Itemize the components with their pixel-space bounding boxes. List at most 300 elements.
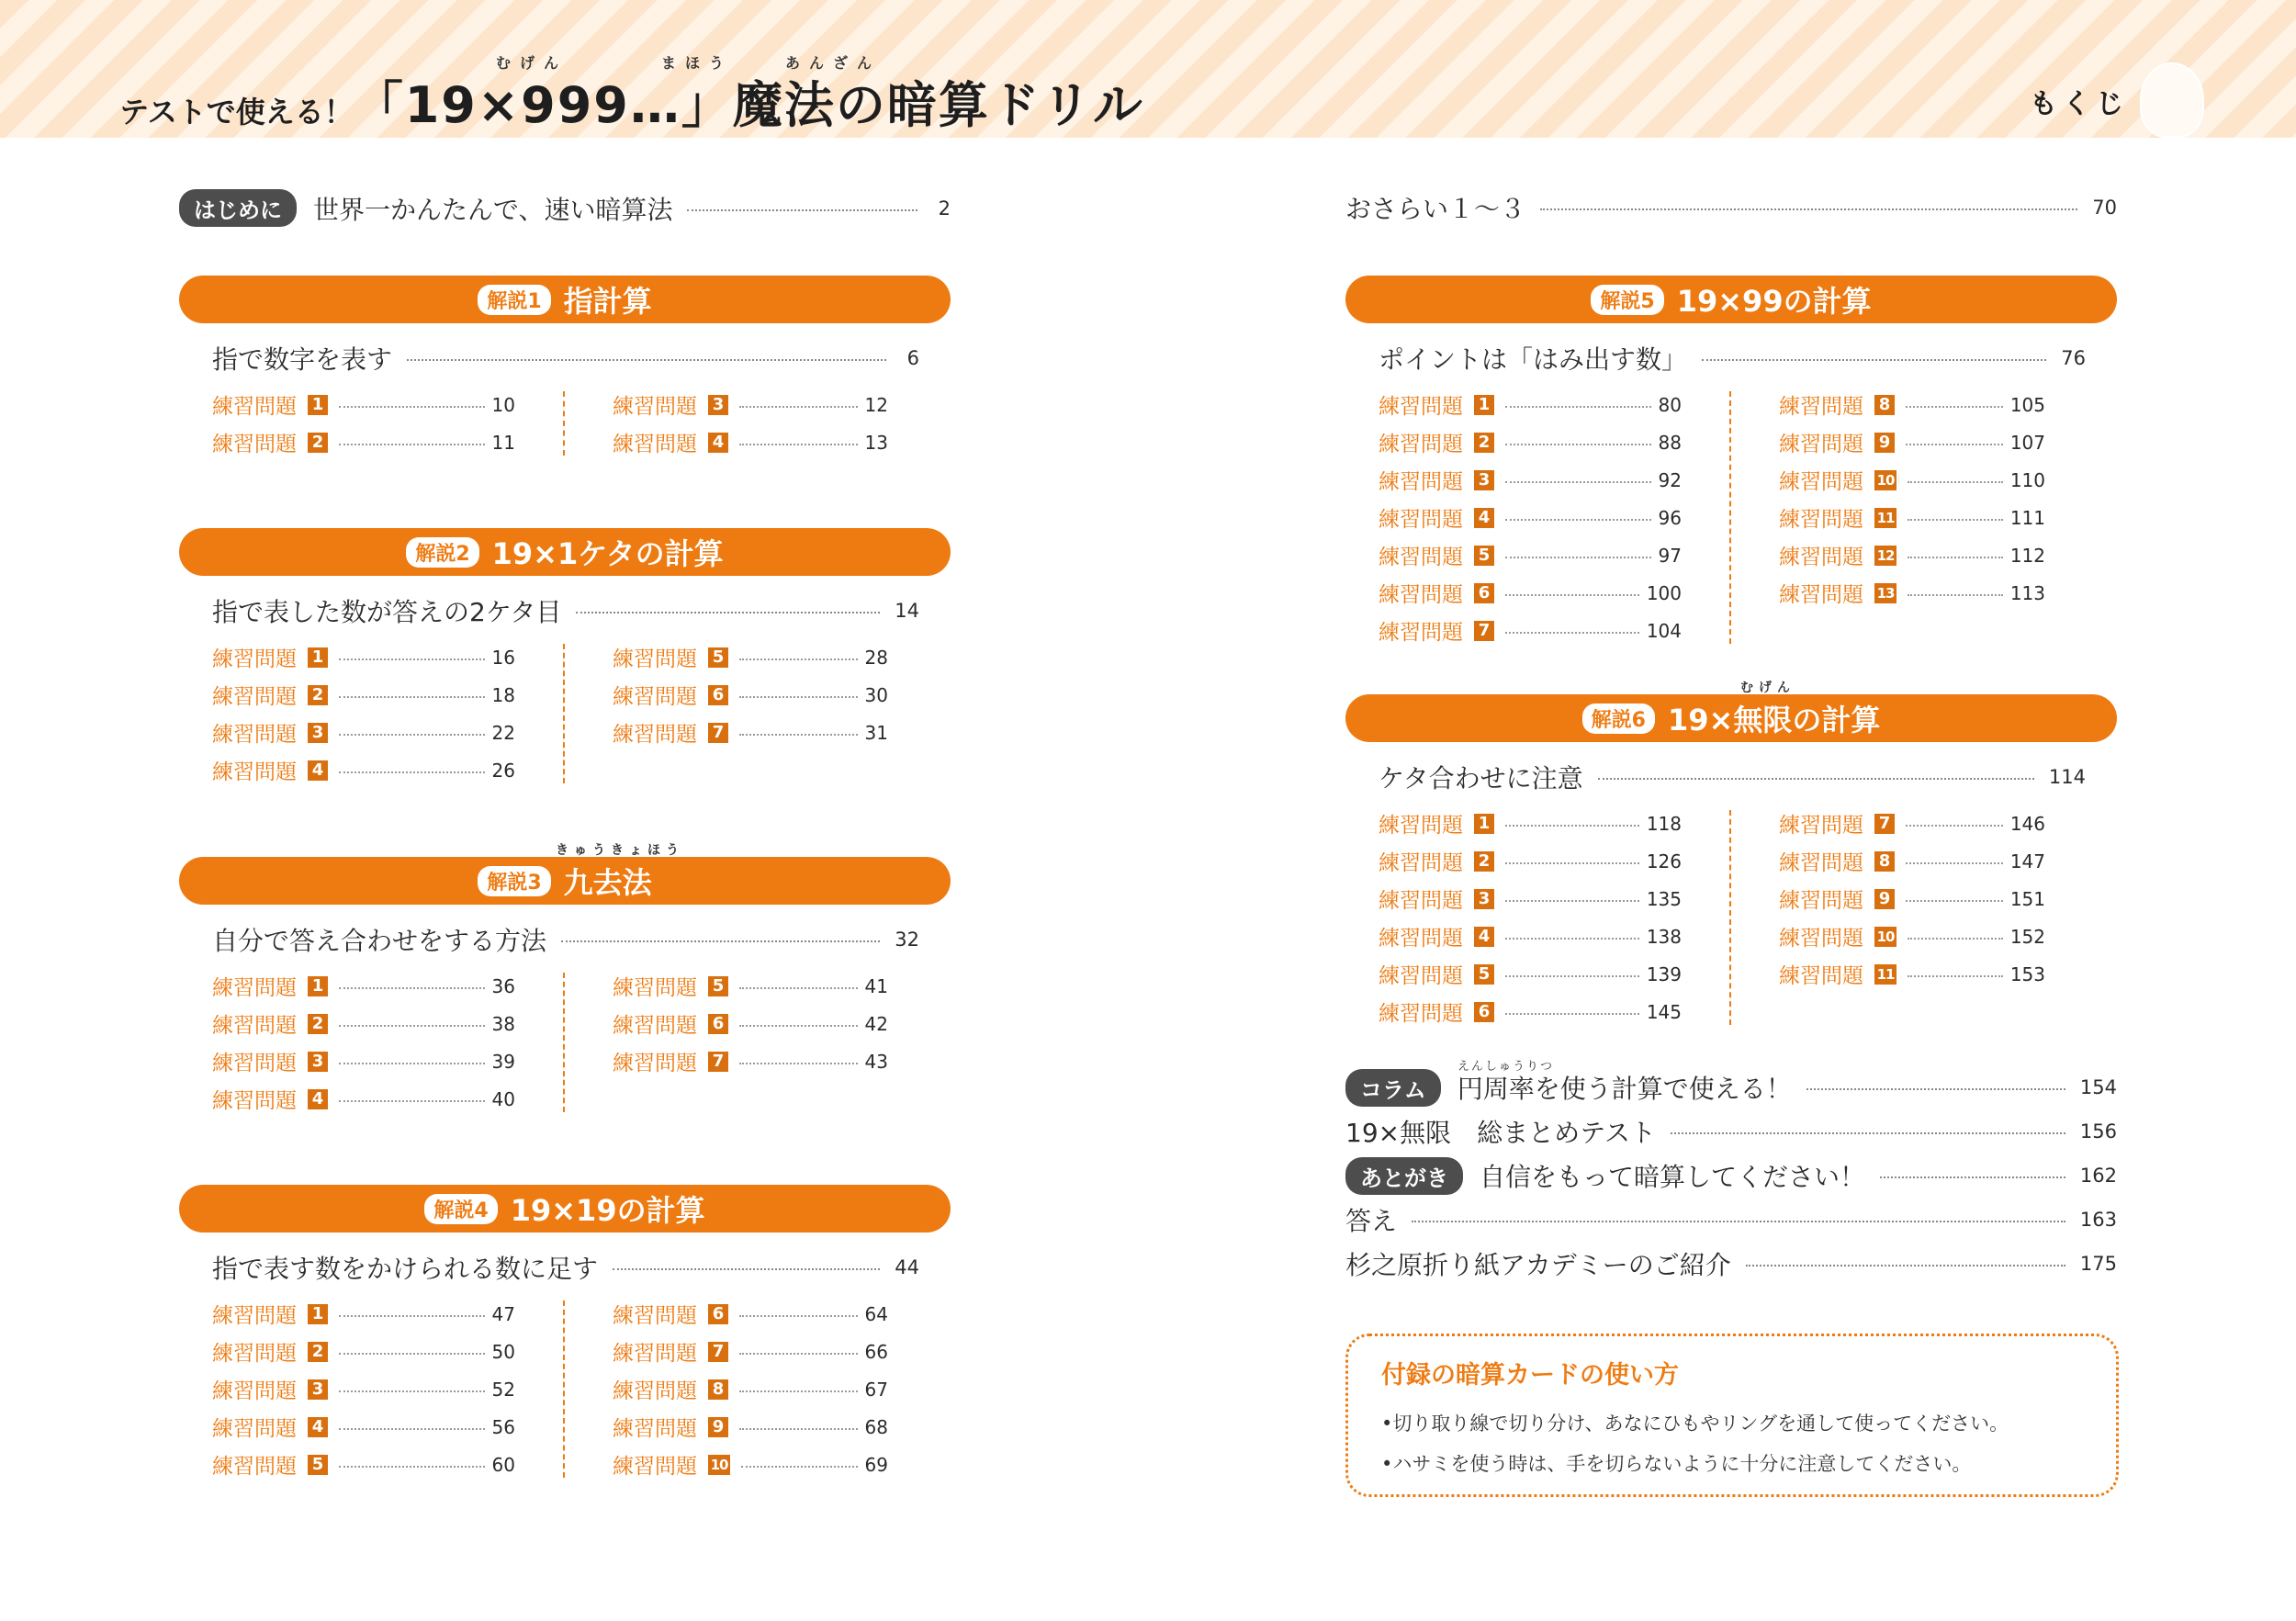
misc-title: 円周率を使う計算で使える！	[1457, 1074, 1792, 1104]
leader-dots	[339, 1353, 485, 1355]
practice-entry[interactable]	[613, 1446, 888, 1483]
practice-entry[interactable]	[1379, 842, 1682, 880]
practice-number-badge: 1	[1474, 814, 1494, 834]
practice-entry[interactable]	[613, 1005, 888, 1042]
practice-number-badge: 6	[1474, 1002, 1494, 1022]
leader-dots	[1908, 938, 2003, 940]
practice-number-badge: 6	[708, 685, 728, 705]
practice-page: 151	[2009, 887, 2045, 910]
leader-dots	[339, 1390, 485, 1392]
practice-number-badge: 5	[308, 1455, 328, 1475]
practice-entry[interactable]	[613, 1333, 888, 1370]
practice-page: 139	[1646, 962, 1682, 985]
misc-tag: あとがき	[1345, 1157, 1463, 1195]
practice-label: 練習問題	[1379, 1002, 1463, 1026]
lead-page: 6	[906, 347, 919, 369]
leader-dots	[1908, 594, 2003, 596]
practice-number-badge: 4	[1474, 508, 1494, 528]
section-title: 19×19の計算	[510, 1193, 705, 1228]
practice-label: 練習問題	[1379, 927, 1463, 951]
book-title-main: 「19×999…」魔法の暗算ドリル	[353, 76, 1144, 134]
practice-label: 練習問題	[212, 1052, 297, 1075]
practice-page: 66	[864, 1340, 888, 1363]
misc-page: 156	[2079, 1120, 2117, 1143]
practice-entry[interactable]	[1379, 536, 1682, 574]
leader-dots	[687, 209, 917, 211]
leader-dots	[339, 444, 485, 445]
section-header-bar	[179, 1185, 951, 1233]
practice-label: 練習問題	[1779, 851, 1863, 875]
leader-dots	[1908, 481, 2003, 483]
column-divider	[563, 391, 565, 456]
lead-entry[interactable]	[212, 340, 919, 377]
leader-dots	[739, 696, 858, 698]
leader-dots	[1906, 862, 2003, 864]
practice-number-badge: 8	[1874, 851, 1895, 872]
leader-dots	[339, 659, 485, 660]
leader-dots	[339, 1466, 485, 1468]
lead-entry[interactable]	[212, 921, 919, 958]
practice-entry[interactable]	[613, 1370, 888, 1408]
practice-page: 11	[491, 431, 515, 454]
practice-column	[212, 638, 515, 789]
practice-label: 練習問題	[1379, 889, 1463, 913]
practice-label: 練習問題	[1379, 814, 1463, 838]
section-tag: 解説6	[1582, 704, 1655, 734]
practice-grid	[1379, 386, 2117, 649]
practice-label: 練習問題	[613, 1455, 697, 1479]
section-title: 九去法	[563, 865, 652, 900]
practice-number-badge: 4	[308, 1417, 328, 1437]
section-3	[179, 843, 951, 1118]
practice-entry[interactable]	[1779, 536, 2045, 574]
leader-dots	[339, 406, 485, 408]
leader-dots	[339, 1315, 485, 1317]
leader-dots	[1412, 1221, 2065, 1222]
leader-dots	[1702, 359, 2046, 361]
practice-entry[interactable]	[212, 386, 515, 423]
practice-page: 147	[2009, 850, 2045, 872]
misc-title: 19×無限 総まとめテスト	[1345, 1118, 1656, 1148]
lead-page: 14	[895, 600, 919, 622]
practice-number-badge: 1	[308, 395, 328, 415]
leader-dots	[339, 734, 485, 736]
practice-number-badge: 8	[1874, 395, 1895, 415]
osarai-row[interactable]	[1345, 189, 2117, 226]
practice-page: 26	[491, 759, 515, 782]
practice-label: 練習問題	[1779, 927, 1863, 951]
practice-label: 練習問題	[212, 685, 297, 709]
practice-number-badge: 5	[1474, 964, 1494, 985]
misc-title: 自信をもって暗算してください！	[1480, 1162, 1866, 1192]
practice-entry[interactable]	[1379, 574, 1682, 612]
osarai-page: 70	[2092, 197, 2117, 219]
leader-dots	[339, 696, 485, 698]
leader-dots	[1505, 481, 1651, 483]
column-divider	[563, 644, 565, 783]
lead-entry[interactable]	[1379, 759, 2086, 795]
practice-entry[interactable]	[613, 638, 888, 676]
section-tag: 解説3	[478, 866, 550, 896]
leader-dots	[613, 1268, 880, 1270]
lead-entry[interactable]	[212, 592, 919, 629]
misc-title: 杉之原折り紙アカデミーのご紹介	[1345, 1250, 1731, 1280]
practice-entry[interactable]	[212, 1005, 515, 1042]
practice-number-badge: 2	[308, 1014, 328, 1034]
misc-page: 154	[2079, 1076, 2117, 1098]
practice-entry[interactable]	[1379, 386, 1682, 423]
practice-label: 練習問題	[212, 723, 297, 747]
practice-number-badge: 9	[1874, 889, 1895, 909]
practice-entry[interactable]	[1779, 386, 2045, 423]
practice-page: 42	[864, 1012, 888, 1035]
practice-number-badge: 7	[708, 1342, 728, 1362]
practice-label: 練習問題	[613, 1417, 697, 1441]
section-header-bar	[1345, 681, 2117, 742]
osarai-title: おさらい１〜３	[1345, 194, 1526, 224]
lead-page: 32	[895, 929, 919, 951]
practice-label: 練習問題	[1379, 546, 1463, 569]
practice-label: 練習問題	[212, 1342, 297, 1366]
ruby-mugen: むげん	[496, 54, 568, 72]
practice-page: 105	[2009, 393, 2045, 416]
leader-dots	[1906, 900, 2003, 902]
lead-entry[interactable]	[212, 1249, 919, 1286]
practice-number-badge: 7	[708, 723, 728, 743]
practice-entry[interactable]	[1779, 805, 2045, 842]
misc-list	[1345, 1060, 2117, 1286]
leader-dots	[1505, 1013, 1639, 1015]
practice-grid	[212, 386, 951, 461]
practice-label: 練習問題	[613, 1014, 697, 1038]
practice-number-badge: 12	[1874, 546, 1896, 566]
practice-label: 練習問題	[212, 1379, 297, 1403]
leader-dots	[1598, 778, 2034, 780]
practice-entry[interactable]	[1779, 955, 2045, 993]
lead-page: 114	[2048, 766, 2086, 788]
section-header-bar	[179, 276, 951, 323]
practice-page: 96	[1658, 506, 1682, 529]
section-title-ruby: むげん	[1740, 681, 1795, 695]
practice-entry[interactable]	[1779, 574, 2045, 612]
misc-page: 175	[2079, 1253, 2117, 1275]
practice-entry[interactable]	[613, 386, 888, 423]
practice-page: 10	[491, 393, 515, 416]
practice-label: 練習問題	[212, 1417, 297, 1441]
intro-title: 世界一かんたんで、速い暗算法	[313, 194, 673, 225]
section-title-ruby: きゅうきょほう	[556, 843, 684, 858]
practice-number-badge: 7	[708, 1052, 728, 1072]
practice-number-badge: 2	[308, 685, 328, 705]
practice-entry[interactable]	[212, 967, 515, 1005]
ruby-anzan: あんざん	[785, 54, 882, 72]
leader-dots	[741, 1466, 858, 1468]
lead-title: 指で表す数をかけられる数に足す	[212, 1254, 599, 1284]
appendix-card-note	[1345, 1334, 2119, 1497]
practice-entry[interactable]	[613, 676, 888, 714]
section-title: 19×99の計算	[1676, 284, 1872, 319]
practice-entry[interactable]	[1779, 842, 2045, 880]
practice-number-badge: 11	[1874, 964, 1896, 985]
practice-entry[interactable]	[1379, 612, 1682, 649]
practice-entry[interactable]	[212, 1446, 515, 1483]
practice-column	[613, 386, 888, 461]
practice-number-badge: 5	[1474, 546, 1494, 566]
leader-dots	[339, 987, 485, 989]
practice-number-badge: 1	[308, 976, 328, 996]
misc-entry[interactable]	[1345, 1109, 2117, 1154]
practice-number-badge: 8	[708, 1379, 728, 1400]
leader-dots	[1505, 825, 1639, 827]
practice-entry[interactable]	[613, 1042, 888, 1080]
practice-page: 52	[491, 1378, 515, 1401]
leader-dots	[1505, 444, 1651, 445]
lead-title: 指で数字を表す	[212, 344, 393, 375]
practice-entry[interactable]	[1379, 461, 1682, 499]
practice-entry[interactable]	[1779, 880, 2045, 917]
practice-entry[interactable]	[212, 1295, 515, 1333]
practice-number-badge: 9	[1874, 433, 1895, 453]
practice-label: 練習問題	[212, 1089, 297, 1113]
practice-number-badge: 13	[1874, 583, 1896, 603]
practice-label: 練習問題	[1379, 433, 1463, 456]
practice-number-badge: 11	[1874, 508, 1896, 528]
practice-number-badge: 4	[708, 433, 728, 453]
practice-page: 47	[491, 1302, 515, 1325]
lead-title: 指で表した数が答えの2ケタ目	[212, 597, 562, 627]
practice-number-badge: 10	[1874, 470, 1896, 490]
practice-page: 36	[491, 974, 515, 997]
practice-grid	[212, 1295, 951, 1483]
leader-dots	[561, 940, 880, 942]
note-item: •切り取り線で切り分け、あなにひもやリングを通して使ってください。	[1381, 1413, 2009, 1435]
section-tag: 解説5	[1591, 285, 1663, 315]
section-header-bar	[179, 843, 951, 905]
practice-entry[interactable]	[613, 423, 888, 461]
misc-entry[interactable]	[1345, 1154, 2117, 1198]
section-6	[1345, 681, 2117, 1030]
practice-page: 50	[491, 1340, 515, 1363]
ruby-mahou: まほう	[661, 54, 734, 72]
practice-entry[interactable]	[1779, 461, 2045, 499]
column-divider	[1729, 810, 1731, 1025]
leader-dots	[1806, 1088, 2065, 1090]
practice-entry[interactable]	[212, 1408, 515, 1446]
practice-page: 112	[2009, 544, 2045, 567]
practice-entry[interactable]	[212, 1333, 515, 1370]
practice-number-badge: 10	[708, 1455, 730, 1475]
leader-dots	[739, 1025, 858, 1027]
leader-dots	[339, 1025, 485, 1027]
practice-page: 30	[864, 683, 888, 706]
practice-entry[interactable]	[1379, 423, 1682, 461]
practice-entry[interactable]	[212, 751, 515, 789]
practice-entry[interactable]	[212, 423, 515, 461]
leader-dots	[1908, 519, 2003, 521]
column-divider	[563, 973, 565, 1112]
leader-dots	[1505, 594, 1639, 596]
practice-column	[1379, 386, 1682, 649]
practice-label: 練習問題	[1379, 470, 1463, 494]
practice-page: 100	[1646, 581, 1682, 604]
practice-page: 145	[1646, 1000, 1682, 1023]
practice-page: 67	[864, 1378, 888, 1401]
practice-column	[1779, 386, 2045, 649]
practice-label: 練習問題	[212, 1304, 297, 1328]
practice-column	[1379, 805, 1682, 1030]
leader-dots	[739, 1315, 858, 1317]
practice-page: 80	[1658, 393, 1682, 416]
practice-page: 146	[2009, 812, 2045, 835]
practice-number-badge: 1	[308, 1304, 328, 1324]
practice-number-badge: 2	[308, 1342, 328, 1362]
leader-dots	[739, 406, 858, 408]
leader-dots	[739, 659, 858, 660]
practice-entry[interactable]	[212, 1370, 515, 1408]
intro-row[interactable]	[179, 189, 951, 227]
practice-entry[interactable]	[1779, 499, 2045, 536]
practice-column	[212, 386, 515, 461]
lead-page: 76	[2061, 347, 2086, 369]
leader-dots	[407, 359, 886, 361]
leader-dots	[1908, 975, 2003, 977]
practice-column	[212, 967, 515, 1118]
column-divider	[1729, 391, 1731, 644]
practice-label: 練習問題	[1779, 470, 1863, 494]
mascot-illustration	[2140, 62, 2204, 138]
section-title: 19×1ケタの計算	[491, 536, 724, 571]
practice-entry[interactable]	[212, 676, 515, 714]
practice-page: 64	[864, 1302, 888, 1325]
practice-page: 126	[1646, 850, 1682, 872]
misc-title: 答え	[1345, 1206, 1398, 1236]
practice-number-badge: 7	[1874, 814, 1895, 834]
practice-label: 練習問題	[1779, 395, 1863, 419]
practice-label: 練習問題	[1779, 964, 1863, 988]
leader-dots	[339, 1100, 485, 1102]
practice-label: 練習問題	[1779, 583, 1863, 607]
lead-title: ポイントは「はみ出す数」	[1379, 344, 1688, 375]
practice-label: 練習問題	[1779, 546, 1863, 569]
section-5	[1345, 276, 2117, 649]
section-header-bar	[1345, 276, 2117, 323]
practice-page: 135	[1646, 887, 1682, 910]
practice-entry[interactable]	[1379, 805, 1682, 842]
practice-entry[interactable]	[613, 1295, 888, 1333]
practice-label: 練習問題	[212, 1014, 297, 1038]
practice-label: 練習問題	[613, 685, 697, 709]
practice-page: 104	[1646, 619, 1682, 642]
practice-page: 153	[2009, 962, 2045, 985]
note-item: •ハサミを使う時は、手を切らないように十分に注意してください。	[1381, 1453, 1972, 1475]
practice-label: 練習問題	[212, 395, 297, 419]
leader-dots	[1505, 557, 1651, 558]
practice-entry[interactable]	[212, 638, 515, 676]
leader-dots	[576, 612, 880, 614]
practice-number-badge: 4	[308, 1089, 328, 1109]
practice-column	[613, 967, 888, 1118]
practice-entry[interactable]	[1379, 880, 1682, 917]
practice-label: 練習問題	[613, 433, 697, 456]
practice-entry[interactable]	[1379, 993, 1682, 1030]
practice-entry[interactable]	[212, 1080, 515, 1118]
section-header-bar	[179, 528, 951, 576]
practice-page: 97	[1658, 544, 1682, 567]
leader-dots	[739, 1428, 858, 1430]
practice-label: 練習問題	[613, 1342, 697, 1366]
leader-dots	[1505, 975, 1639, 977]
leader-dots	[1540, 208, 2077, 210]
mokuji-label: もくじ	[2030, 88, 2129, 120]
practice-page: 38	[491, 1012, 515, 1035]
practice-label: 練習問題	[1779, 889, 1863, 913]
practice-number-badge: 6	[1474, 583, 1494, 603]
section-title: 指計算	[563, 284, 652, 319]
practice-number-badge: 5	[708, 976, 728, 996]
practice-entry[interactable]	[613, 714, 888, 751]
lead-entry[interactable]	[1379, 340, 2086, 377]
section-2	[179, 528, 951, 789]
practice-entry[interactable]	[613, 1408, 888, 1446]
misc-entry[interactable]	[1345, 1198, 2117, 1242]
practice-page: 39	[491, 1050, 515, 1073]
practice-entry[interactable]	[1779, 423, 2045, 461]
practice-entry[interactable]	[1379, 499, 1682, 536]
leader-dots	[339, 1063, 485, 1064]
misc-page: 162	[2079, 1165, 2117, 1187]
practice-entry[interactable]	[1379, 917, 1682, 955]
leader-dots	[339, 1428, 485, 1430]
misc-entry[interactable]	[1345, 1242, 2117, 1286]
practice-grid	[1379, 805, 2117, 1030]
leader-dots	[739, 1390, 858, 1392]
practice-number-badge: 6	[708, 1014, 728, 1034]
leader-dots	[339, 771, 485, 773]
practice-label: 練習問題	[1379, 395, 1463, 419]
practice-number-badge: 5	[708, 647, 728, 668]
practice-label: 練習問題	[1379, 583, 1463, 607]
practice-number-badge: 2	[1474, 851, 1494, 872]
section-tag: 解説2	[406, 537, 478, 568]
leader-dots	[1505, 406, 1651, 408]
leader-dots	[1505, 632, 1639, 634]
practice-grid	[212, 967, 951, 1118]
leader-dots	[1906, 444, 2003, 445]
practice-label: 練習問題	[1779, 814, 1863, 838]
practice-entry[interactable]	[1779, 917, 2045, 955]
practice-entry[interactable]	[212, 1042, 515, 1080]
practice-entry[interactable]	[613, 967, 888, 1005]
practice-entry[interactable]	[1379, 955, 1682, 993]
practice-number-badge: 1	[1474, 395, 1494, 415]
practice-label: 練習問題	[212, 647, 297, 671]
practice-number-badge: 2	[1474, 433, 1494, 453]
practice-label: 練習問題	[212, 1455, 297, 1479]
practice-column	[613, 638, 888, 789]
misc-entry[interactable]	[1345, 1060, 2117, 1109]
leader-dots	[739, 444, 858, 445]
practice-label: 練習問題	[613, 1052, 697, 1075]
note-title: 付録の暗算カードの使い方	[1381, 1361, 1679, 1390]
practice-page: 69	[864, 1453, 888, 1476]
misc-page: 163	[2079, 1209, 2117, 1231]
practice-number-badge: 3	[308, 1379, 328, 1400]
lead-title: ケタ合わせに注意	[1379, 763, 1583, 794]
practice-entry[interactable]	[212, 714, 515, 751]
practice-number-badge: 3	[1474, 889, 1494, 909]
practice-page: 88	[1658, 431, 1682, 454]
practice-column	[613, 1295, 888, 1483]
